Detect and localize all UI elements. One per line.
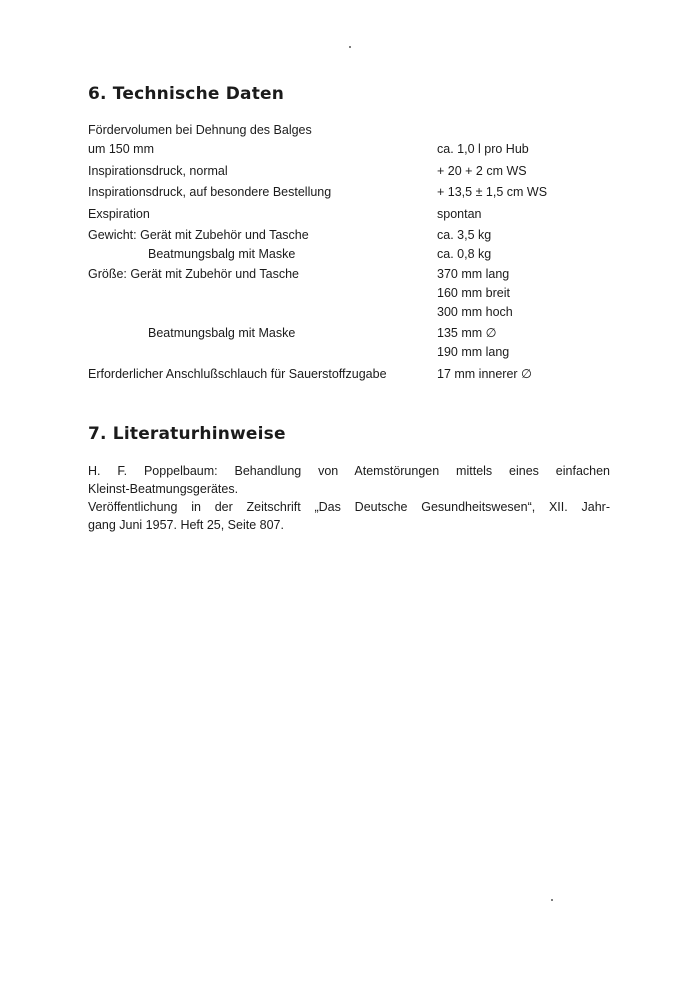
scan-speck: [551, 899, 553, 901]
row-label: Erforderlicher Anschlußschlauch für Sauerstoffzugabe: [88, 367, 387, 381]
reference-line: H. F. Poppelbaum: Behandlung von Atemstörungen mittels eines einfachen: [88, 464, 610, 478]
row-label: Inspirationsdruck, normal: [88, 164, 228, 178]
row-label: Beatmungsbalg mit Maske: [148, 326, 296, 340]
row-label: Fördervolumen bei Dehnung des Balges: [88, 123, 312, 137]
row-value: 300 mm hoch: [437, 305, 513, 319]
row-value: ca. 1,0 l pro Hub: [437, 142, 529, 156]
section-7-heading: 7. Literaturhinweise: [88, 424, 286, 444]
scan-speck: [349, 46, 351, 48]
row-value: + 20 + 2 cm WS: [437, 164, 527, 178]
row-value: spontan: [437, 207, 482, 221]
section-6-heading: 6. Technische Daten: [88, 84, 285, 104]
reference-line: Veröffentlichung in der Zeitschrift „Das Deutsche Gesundheitswesen“, XII. Jahr-: [88, 500, 610, 514]
row-value: 160 mm breit: [437, 286, 510, 300]
row-label: Größe: Gerät mit Zubehör und Tasche: [88, 267, 299, 281]
row-value: 370 mm lang: [437, 267, 510, 281]
row-label: Exspiration: [88, 207, 150, 221]
row-label: Beatmungsbalg mit Maske: [148, 247, 296, 261]
row-value: 135 mm ∅: [437, 326, 497, 340]
row-value: + 13,5 ± 1,5 cm WS: [437, 185, 548, 199]
row-value: 17 mm innerer ∅: [437, 367, 532, 381]
row-value: ca. 0,8 kg: [437, 247, 492, 261]
literature-reference: [88, 462, 610, 534]
row-label: Gewicht: Gerät mit Zubehör und Tasche: [88, 228, 309, 242]
reference-line: gang Juni 1957. Heft 25, Seite 807.: [88, 518, 284, 532]
row-label: um 150 mm: [88, 142, 154, 156]
reference-line: Kleinst-Beatmungsgerätes.: [88, 482, 239, 496]
row-label: Inspirationsdruck, auf besondere Bestellung: [88, 185, 332, 199]
row-value: 190 mm lang: [437, 345, 510, 359]
row-value: ca. 3,5 kg: [437, 228, 492, 242]
